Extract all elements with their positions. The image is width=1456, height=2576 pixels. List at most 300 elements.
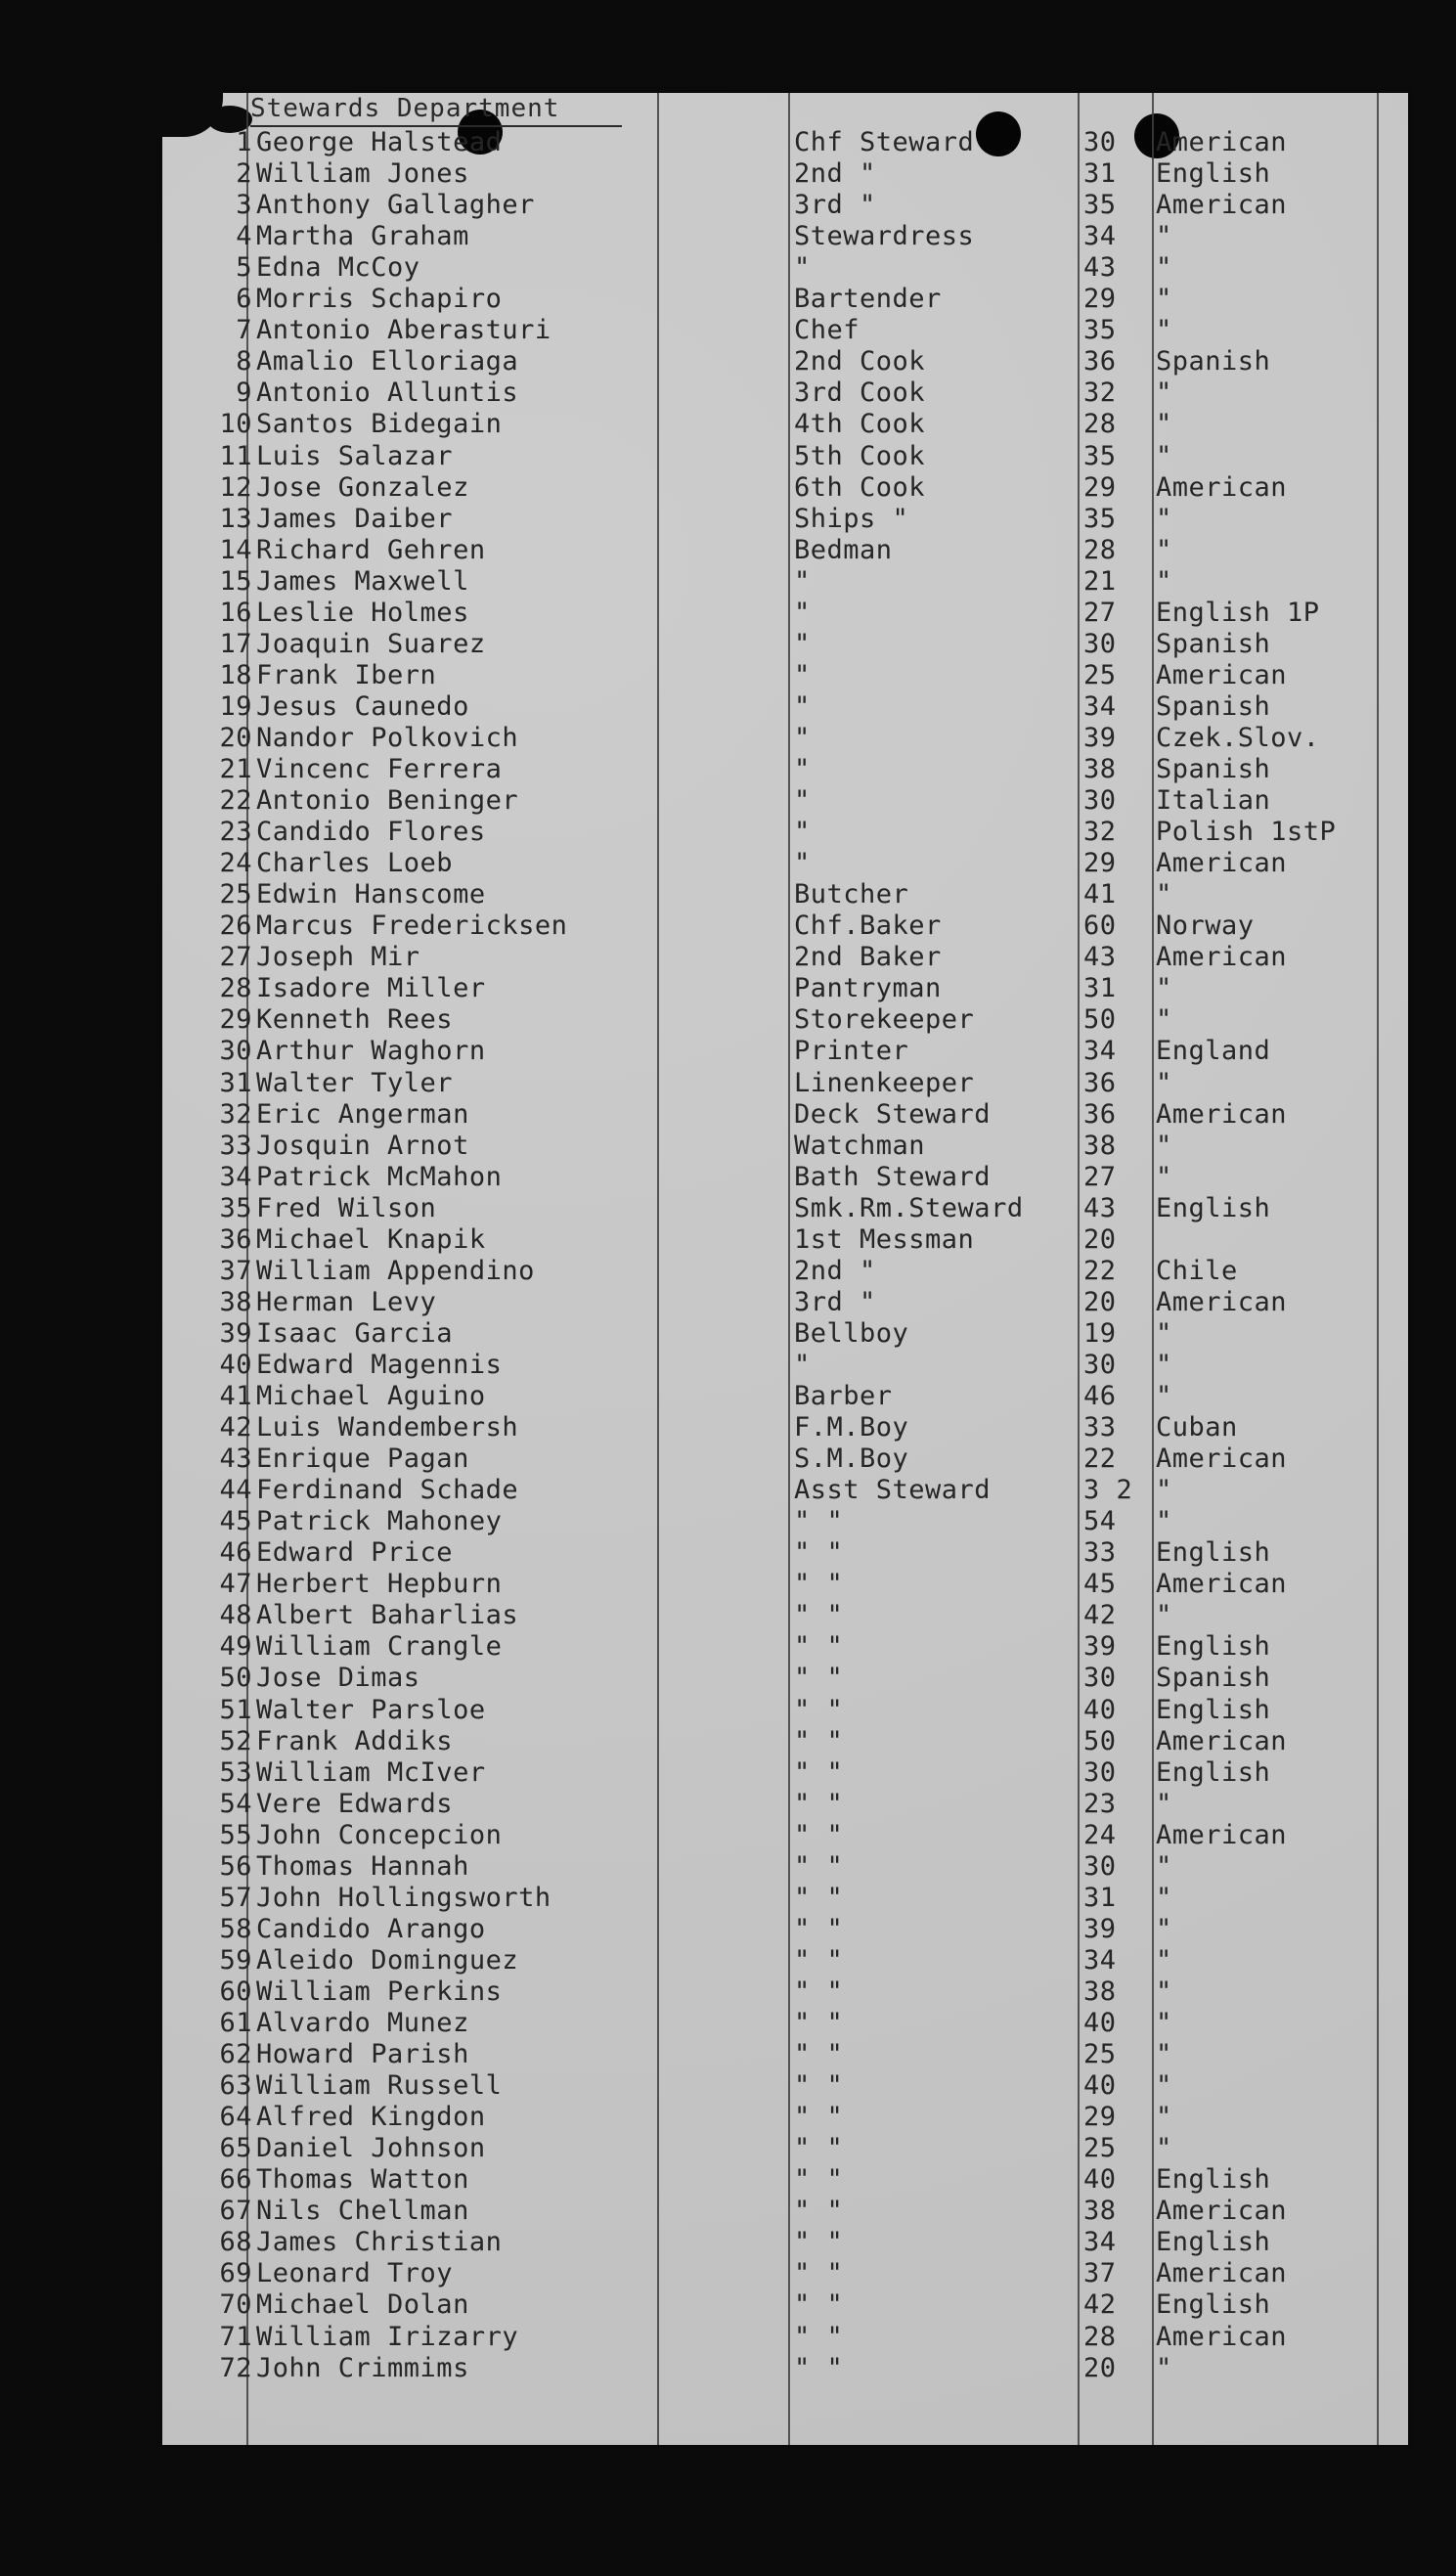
crew-rating: " — [794, 817, 811, 848]
crew-name: Jesus Caunedo — [256, 690, 469, 722]
crew-row — [0, 848, 1456, 879]
crew-nationality: English — [1156, 1694, 1271, 1725]
crew-number: 70 — [219, 2289, 252, 2321]
crew-number: 16 — [219, 597, 252, 628]
crew-number: 56 — [219, 1850, 252, 1882]
crew-age: 42 — [1083, 1600, 1117, 1631]
crew-age: 40 — [1083, 2164, 1117, 2196]
crew-row — [0, 1256, 1456, 1287]
crew-nationality: English — [1156, 1537, 1271, 1569]
crew-rating: 2nd " — [794, 1255, 876, 1286]
crew-age: 27 — [1083, 1161, 1117, 1192]
crew-number: 37 — [219, 1255, 252, 1286]
crew-rating: 5th Cook — [794, 440, 926, 471]
crew-age: 29 — [1083, 471, 1117, 503]
crew-nationality: American — [1156, 1286, 1288, 1317]
crew-rating: Storekeeper — [794, 1004, 975, 1036]
crew-nationality: Spanish — [1156, 346, 1271, 378]
crew-age: 30 — [1083, 1850, 1117, 1882]
crew-age: 43 — [1083, 942, 1117, 973]
crew-nationality: American — [1156, 1725, 1288, 1756]
crew-age: 35 — [1083, 440, 1117, 471]
crew-rating: Bath Steward — [794, 1161, 992, 1192]
crew-number: 40 — [219, 1349, 252, 1380]
crew-age: 40 — [1083, 2070, 1117, 2102]
crew-age: 29 — [1083, 2102, 1117, 2133]
crew-rating: 4th Cook — [794, 409, 926, 440]
crew-age: 39 — [1083, 1913, 1117, 1944]
crew-age: 40 — [1083, 1694, 1117, 1725]
crew-row — [0, 691, 1456, 723]
crew-row — [0, 409, 1456, 440]
crew-number: 45 — [219, 1506, 252, 1537]
crew-row — [0, 2289, 1456, 2321]
crew-age: 30 — [1083, 1756, 1117, 1788]
crew-row — [0, 190, 1456, 221]
crew-age: 45 — [1083, 1569, 1117, 1600]
crew-row — [0, 1287, 1456, 1318]
crew-row — [0, 973, 1456, 1004]
crew-row — [0, 252, 1456, 284]
crew-name: William Russell — [256, 2070, 503, 2102]
crew-nationality: American — [1156, 127, 1288, 157]
crew-rating: Smk.Rm.Steward — [794, 1192, 1024, 1223]
crew-number: 39 — [219, 1317, 252, 1349]
crew-number: 5 — [236, 252, 252, 284]
crew-rating: " — [794, 597, 811, 628]
crew-nationality: English — [1156, 2227, 1271, 2258]
crew-number: 1 — [236, 127, 252, 157]
crew-name: John Crimmims — [256, 2352, 469, 2383]
crew-rating: Bedman — [794, 534, 893, 565]
crew-rating: 2nd " — [794, 158, 876, 190]
crew-age: 39 — [1083, 722, 1117, 753]
crew-number: 7 — [236, 315, 252, 346]
crew-rating: Printer — [794, 1036, 909, 1067]
crew-age: 31 — [1083, 1882, 1117, 1913]
crew-age: 38 — [1083, 1130, 1117, 1161]
crew-number: 2 — [236, 158, 252, 190]
crew-row — [0, 1068, 1456, 1099]
crew-rating: " " — [794, 1913, 844, 1944]
crew-age: 60 — [1083, 910, 1117, 942]
crew-nationality: Chile — [1156, 1255, 1238, 1286]
crew-row — [0, 284, 1456, 315]
crew-rating: " " — [794, 2227, 844, 2258]
crew-name: Edward Magennis — [256, 1349, 503, 1380]
crew-row — [0, 629, 1456, 660]
crew-row — [0, 1663, 1456, 1694]
crew-row — [0, 1506, 1456, 1537]
crew-name: Patrick Mahoney — [256, 1506, 503, 1537]
crew-name: Santos Bidegain — [256, 409, 503, 440]
crew-row — [0, 754, 1456, 785]
crew-number: 15 — [219, 565, 252, 597]
crew-nationality: American — [1156, 190, 1288, 221]
crew-name: Antonio Alluntis — [256, 378, 519, 409]
crew-rating: " — [794, 848, 811, 879]
crew-row — [0, 2258, 1456, 2289]
crew-number: 64 — [219, 2102, 252, 2133]
crew-nationality: " — [1156, 503, 1172, 534]
crew-row — [0, 910, 1456, 942]
crew-number: 25 — [219, 879, 252, 910]
crew-name: Richard Gehren — [256, 534, 486, 565]
crew-row — [0, 1820, 1456, 1851]
crew-rating: " " — [794, 2070, 844, 2102]
crew-name: Jose Dimas — [256, 1663, 420, 1694]
crew-number: 28 — [219, 973, 252, 1004]
crew-rating: " " — [794, 1569, 844, 1600]
crew-nationality: " — [1156, 2352, 1172, 2383]
crew-row — [0, 1976, 1456, 2008]
crew-nationality: " — [1156, 2133, 1172, 2164]
crew-rating: " — [794, 754, 811, 784]
crew-number: 17 — [219, 628, 252, 659]
crew-age: 24 — [1083, 1819, 1117, 1850]
crew-name: William Irizarry — [256, 2321, 519, 2352]
crew-row — [0, 1726, 1456, 1757]
crew-age: 27 — [1083, 597, 1117, 628]
crew-name: Josquin Arnot — [256, 1130, 469, 1161]
crew-name: Howard Parish — [256, 2039, 469, 2070]
crew-row — [0, 785, 1456, 817]
crew-number: 19 — [219, 690, 252, 722]
crew-name: Kenneth Rees — [256, 1004, 454, 1036]
crew-nationality: " — [1156, 1161, 1172, 1192]
crew-name: John Hollingsworth — [256, 1882, 552, 1913]
crew-row — [0, 1851, 1456, 1883]
crew-rating: Pantryman — [794, 973, 942, 1004]
crew-rating: " — [794, 565, 811, 597]
crew-rating: " " — [794, 1944, 844, 1976]
crew-name: Alvardo Munez — [256, 2008, 469, 2038]
crew-row — [0, 346, 1456, 378]
crew-nationality: English — [1156, 1756, 1271, 1788]
crew-number: 13 — [219, 503, 252, 534]
crew-age: 46 — [1083, 1381, 1117, 1411]
crew-nationality: American — [1156, 1819, 1288, 1850]
crew-row — [0, 1883, 1456, 1914]
crew-name: Edward Price — [256, 1537, 454, 1569]
crew-number: 20 — [219, 722, 252, 753]
crew-nationality: American — [1156, 848, 1288, 879]
crew-name: Joseph Mir — [256, 942, 420, 973]
crew-row — [0, 504, 1456, 535]
crew-row — [0, 2070, 1456, 2102]
crew-age: 35 — [1083, 503, 1117, 534]
crew-nationality: " — [1156, 1475, 1172, 1506]
crew-age: 37 — [1083, 2258, 1117, 2289]
crew-age: 25 — [1083, 659, 1117, 690]
crew-nationality: Spanish — [1156, 754, 1271, 784]
crew-nationality: " — [1156, 1349, 1172, 1380]
crew-row — [0, 942, 1456, 973]
crew-number: 59 — [219, 1944, 252, 1976]
crew-name: Luis Salazar — [256, 440, 454, 471]
crew-rating: Chf.Baker — [794, 910, 942, 942]
crew-nationality: " — [1156, 1506, 1172, 1537]
crew-row — [0, 2353, 1456, 2384]
crew-nationality: Spanish — [1156, 1663, 1271, 1694]
crew-nationality: " — [1156, 2102, 1172, 2133]
crew-age: 35 — [1083, 315, 1117, 346]
crew-rating: Watchman — [794, 1130, 926, 1161]
crew-rating: " " — [794, 1819, 844, 1850]
crew-row — [0, 879, 1456, 910]
crew-number: 71 — [219, 2321, 252, 2352]
crew-age: 22 — [1083, 1255, 1117, 1286]
crew-name: Patrick McMahon — [256, 1161, 503, 1192]
crew-nationality: " — [1156, 284, 1172, 315]
crew-row — [0, 1443, 1456, 1475]
crew-rating: " " — [794, 1537, 844, 1569]
crew-age: 20 — [1083, 1286, 1117, 1317]
crew-number: 53 — [219, 1756, 252, 1788]
crew-rating: Linenkeeper — [794, 1067, 975, 1098]
crew-rating: " " — [794, 1725, 844, 1756]
crew-row — [0, 315, 1456, 346]
crew-row — [0, 817, 1456, 848]
crew-row — [0, 1350, 1456, 1381]
crew-rating: " " — [794, 2133, 844, 2164]
department-heading: Stewards Department — [250, 94, 560, 123]
crew-rating: 1st Messman — [794, 1223, 975, 1255]
crew-age: 30 — [1083, 628, 1117, 659]
crew-rating: Bellboy — [794, 1317, 909, 1349]
crew-number: 31 — [219, 1067, 252, 1098]
crew-number: 47 — [219, 1569, 252, 1600]
crew-row — [0, 1162, 1456, 1193]
crew-number: 34 — [219, 1161, 252, 1192]
crew-age: 32 — [1083, 378, 1117, 409]
crew-number: 62 — [219, 2039, 252, 2070]
crew-number: 49 — [219, 1631, 252, 1663]
crew-rating: " " — [794, 1756, 844, 1788]
crew-rating: " — [794, 252, 811, 284]
crew-nationality: " — [1156, 315, 1172, 346]
crew-name: Fred Wilson — [256, 1192, 437, 1223]
crew-nationality: " — [1156, 565, 1172, 597]
crew-row — [0, 221, 1456, 252]
crew-number: 41 — [219, 1381, 252, 1411]
crew-nationality: Polish 1stP — [1156, 817, 1337, 848]
crew-name: Herbert Hepburn — [256, 1569, 503, 1600]
crew-rating: " " — [794, 1631, 844, 1663]
crew-name: Edna McCoy — [256, 252, 420, 284]
crew-name: Daniel Johnson — [256, 2133, 486, 2164]
crew-age: 28 — [1083, 534, 1117, 565]
crew-row — [0, 1945, 1456, 1976]
crew-age: 29 — [1083, 848, 1117, 879]
crew-name: Leslie Holmes — [256, 597, 469, 628]
crew-name: John Concepcion — [256, 1819, 503, 1850]
crew-nationality: American — [1156, 942, 1288, 973]
crew-age: 19 — [1083, 1317, 1117, 1349]
crew-rating: 3rd " — [794, 190, 876, 221]
crew-number: 24 — [219, 848, 252, 879]
crew-number: 54 — [219, 1788, 252, 1819]
crew-rating: Butcher — [794, 879, 909, 910]
crew-row — [0, 2196, 1456, 2227]
crew-row — [0, 158, 1456, 190]
crew-age: 38 — [1083, 1976, 1117, 2007]
crew-rating: " " — [794, 1850, 844, 1882]
crew-name: William Appendino — [256, 1255, 535, 1286]
crew-name: Isadore Miller — [256, 973, 486, 1004]
crew-nationality: " — [1156, 2039, 1172, 2070]
crew-rating: S.M.Boy — [794, 1443, 909, 1475]
crew-nationality: " — [1156, 1317, 1172, 1349]
crew-age: 25 — [1083, 2039, 1117, 2070]
crew-rating: " " — [794, 2321, 844, 2352]
crew-row — [0, 441, 1456, 472]
crew-nationality: American — [1156, 471, 1288, 503]
crew-name: George Halstead — [256, 127, 503, 157]
crew-name: Enrique Pagan — [256, 1443, 469, 1475]
crew-age: 42 — [1083, 2289, 1117, 2321]
crew-name: Frank Ibern — [256, 659, 437, 690]
crew-nationality: American — [1156, 1443, 1288, 1475]
crew-age: 38 — [1083, 754, 1117, 784]
crew-age: 43 — [1083, 252, 1117, 284]
crew-age: 30 — [1083, 127, 1117, 157]
crew-age: 36 — [1083, 1067, 1117, 1098]
crew-row — [0, 1695, 1456, 1726]
crew-name: William Perkins — [256, 1976, 503, 2007]
crew-number: 32 — [219, 1098, 252, 1130]
crew-number: 61 — [219, 2008, 252, 2038]
crew-name: William McIver — [256, 1756, 486, 1788]
crew-row — [0, 1099, 1456, 1131]
crew-rating: Ships " — [794, 503, 909, 534]
crew-number: 68 — [219, 2227, 252, 2258]
crew-age: 33 — [1083, 1537, 1117, 1569]
crew-name: Edwin Hanscome — [256, 879, 486, 910]
crew-row — [0, 2133, 1456, 2164]
crew-nationality: " — [1156, 1976, 1172, 2007]
crew-number: 8 — [236, 346, 252, 378]
crew-rating: " " — [794, 1882, 844, 1913]
crew-row — [0, 1412, 1456, 1443]
crew-number: 38 — [219, 1286, 252, 1317]
crew-nationality: " — [1156, 1381, 1172, 1411]
crew-row — [0, 1631, 1456, 1663]
crew-number: 12 — [219, 471, 252, 503]
crew-rating: " " — [794, 1976, 844, 2007]
crew-name: Alfred Kingdon — [256, 2102, 486, 2133]
crew-rating: F.M.Boy — [794, 1412, 909, 1443]
crew-name: Walter Parsloe — [256, 1694, 486, 1725]
crew-rating: " " — [794, 1600, 844, 1631]
crew-rating: " — [794, 722, 811, 753]
crew-nationality: " — [1156, 1913, 1172, 1944]
crew-age: 50 — [1083, 1004, 1117, 1036]
crew-nationality: American — [1156, 1098, 1288, 1130]
crew-age: 34 — [1083, 1036, 1117, 1067]
crew-name: Luis Wandembersh — [256, 1412, 519, 1443]
crew-nationality: Spanish — [1156, 628, 1271, 659]
crew-rating: 2nd Baker — [794, 942, 942, 973]
crew-name: Nils Chellman — [256, 2196, 469, 2227]
crew-name: Antonio Aberasturi — [256, 315, 552, 346]
crew-name: Vincenc Ferrera — [256, 754, 503, 784]
crew-row — [0, 1914, 1456, 1945]
crew-name: Nandor Polkovich — [256, 722, 519, 753]
crew-number: 23 — [219, 817, 252, 848]
crew-nationality: Norway — [1156, 910, 1255, 942]
crew-age: 31 — [1083, 158, 1117, 190]
crew-nationality: " — [1156, 2008, 1172, 2038]
crew-number: 46 — [219, 1537, 252, 1569]
crew-age: 43 — [1083, 1192, 1117, 1223]
crew-rating: Barber — [794, 1381, 893, 1411]
crew-age: 31 — [1083, 973, 1117, 1004]
crew-name: Charles Loeb — [256, 848, 454, 879]
crew-rating: " " — [794, 2352, 844, 2383]
crew-number: 60 — [219, 1976, 252, 2007]
crew-nationality: Cuban — [1156, 1412, 1238, 1443]
crew-row — [0, 2227, 1456, 2258]
crew-nationality: English — [1156, 1631, 1271, 1663]
crew-rating: Bartender — [794, 284, 942, 315]
crew-number: 66 — [219, 2164, 252, 2196]
crew-age: 28 — [1083, 2321, 1117, 2352]
crew-row — [0, 660, 1456, 691]
crew-name: William Crangle — [256, 1631, 503, 1663]
crew-age: 34 — [1083, 2227, 1117, 2258]
crew-nationality: " — [1156, 252, 1172, 284]
crew-name: Morris Schapiro — [256, 284, 503, 315]
crew-name: Jose Gonzalez — [256, 471, 469, 503]
crew-name: James Daiber — [256, 503, 454, 534]
crew-nationality: Czek.Slov. — [1156, 722, 1320, 753]
crew-number: 21 — [219, 754, 252, 784]
crew-name: Michael Aguino — [256, 1381, 486, 1411]
crew-rating: " " — [794, 2196, 844, 2227]
crew-number: 67 — [219, 2196, 252, 2227]
crew-age: 32 — [1083, 817, 1117, 848]
crew-nationality: American — [1156, 2196, 1288, 2227]
crew-row — [0, 472, 1456, 504]
crew-name: Thomas Hannah — [256, 1850, 469, 1882]
crew-name: Frank Addiks — [256, 1725, 454, 1756]
crew-row — [0, 566, 1456, 598]
crew-name: Ferdinand Schade — [256, 1475, 519, 1506]
crew-nationality: English 1P — [1156, 597, 1320, 628]
crew-number: 6 — [236, 284, 252, 315]
crew-nationality: English — [1156, 1192, 1271, 1223]
crew-rating: " " — [794, 2102, 844, 2133]
crew-name: Marcus Fredericksen — [256, 910, 568, 942]
crew-age: 39 — [1083, 1631, 1117, 1663]
crew-nationality: Italian — [1156, 785, 1271, 817]
crew-number: 43 — [219, 1443, 252, 1475]
crew-nationality: " — [1156, 1004, 1172, 1036]
crew-row — [0, 1131, 1456, 1162]
crew-age: 54 — [1083, 1506, 1117, 1537]
crew-name: Joaquin Suarez — [256, 628, 486, 659]
crew-number: 35 — [219, 1192, 252, 1223]
crew-nationality: American — [1156, 1569, 1288, 1600]
crew-rating: " " — [794, 2258, 844, 2289]
crew-number: 22 — [219, 785, 252, 817]
crew-rating: " — [794, 628, 811, 659]
crew-rating: 3rd " — [794, 1286, 876, 1317]
crew-number: 4 — [236, 221, 252, 252]
crew-nationality: Spanish — [1156, 690, 1271, 722]
crew-nationality: English — [1156, 158, 1271, 190]
